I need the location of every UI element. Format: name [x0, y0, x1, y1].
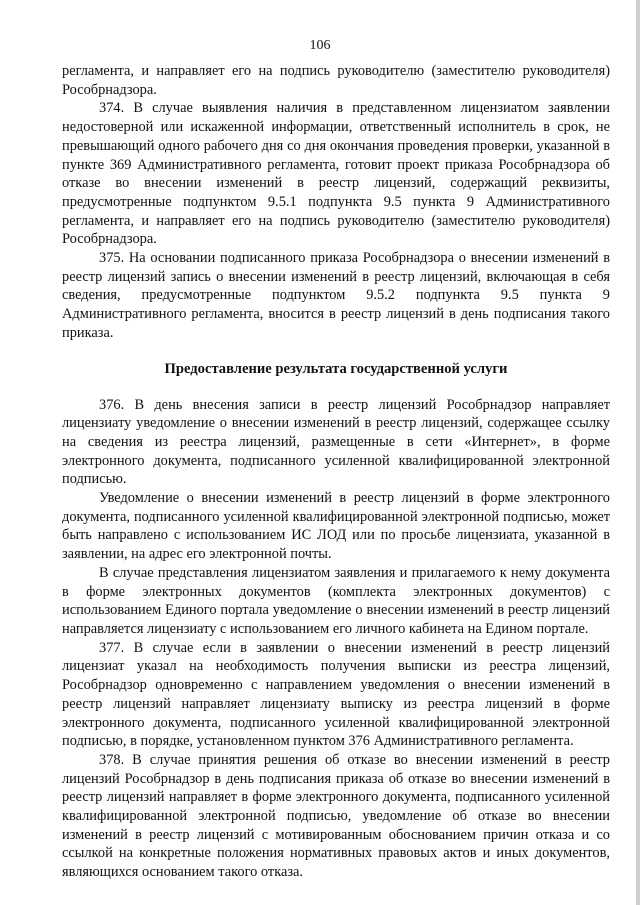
paragraph-375: 375. На основании подписанного приказа Рособрнадзора о внесении изменений в реестр лицензий запись о внесении изменений в реестр лицензий, включающая в себя сведения, предусмотренные подпунктом 9.5.2 подпункта 9.5 пункта 9 Административного регламента, вносится в реестр лицензий в день подписания такого приказа.: [62, 250, 610, 341]
scan-edge-shadow: [636, 0, 640, 905]
paragraph-378: 378. В случае принятия решения об отказе во внесении изменений в реестр лицензий Рособрнадзор в день подписания приказа об отказе во внесении изменений в реестр лицензий направляет в форме электронного документа, подписанного усиленной квалифицированной электронной подписью, уведомление об отказе во внесении изменений в реестр лицензий с мотивированным обоснованием причин отказа и со ссылкой на конкретные положения нормативных правовых актов и иных документов, являющихся основанием такого отказа.: [62, 751, 610, 881]
paragraph-376-notice: Уведомление о внесении изменений в реестр лицензий в форме электронного документа, подписанного усиленной квалифицированной электронной подписью, может быть направлено с использованием ИС ЛОД или по просьбе лицензиата, указанной в заявлении, на адрес его электронной почты.: [62, 490, 610, 563]
section-heading: Предоставление результата государственной услуги: [164, 360, 508, 377]
paragraph-374: 374. В случае выявления наличия в представленном лицензиатом заявлении недостоверной или искаженной информации, ответственный исполнитель в срок, не превышающий одного рабочего дня со дня окончания проведения проверки, указанной в пункте 369 Административного регламента, готовит проект приказа Рособрнадзора об отказе во внесении изменений в реестр лицензий, содержащий реквизиты, предусмотренные подпунктом 9.5.1 подпункта 9.5 пункта 9 Административного регламента, и направляет его на подпись руководителю (заместителю руководителя) Рособрнадзора.: [62, 100, 610, 248]
paragraph-376: 376. В день внесения записи в реестр лицензий Рособрнадзор направляет лицензиату уведомление о внесении изменений в реестр лицензий, содержащее ссылку на сведения из реестра лицензий, размещенные в сети «Интернет», в форме электронного документа, подписанного усиленной квалифицированной электронной подписью.: [62, 396, 610, 488]
paragraph-377: 377. В случае если в заявлении о внесении изменений в реестр лицензий лицензиат указал на необходимость получения выписки из реестра лицензий, Рособрнадзор одновременно с направлением уведомления о внесении изменений в реестр лицензий направляет лицензиату выписку из реестра лицензий в форме электронного документа, подписанного усиленной квалифицированной электронной подписью, в порядке, установленном пунктом 376 Административного регламента.: [62, 639, 610, 750]
paragraph-continuation: регламента, и направляет его на подпись руководителю (заместителю руководителя) Рособрнадзора.: [62, 63, 610, 98]
paragraph-376-portal: В случае представления лицензиатом заявления и прилагаемого к нему документа в форме электронных документов (комплекта электронных документов) с использованием Единого портала уведомление о внесении изменений в реестр лицензий направляется лицензиату с использованием его личного кабинета на Едином портале.: [62, 564, 610, 637]
page-number: 106: [309, 38, 331, 53]
document-body: [62, 62, 610, 882]
